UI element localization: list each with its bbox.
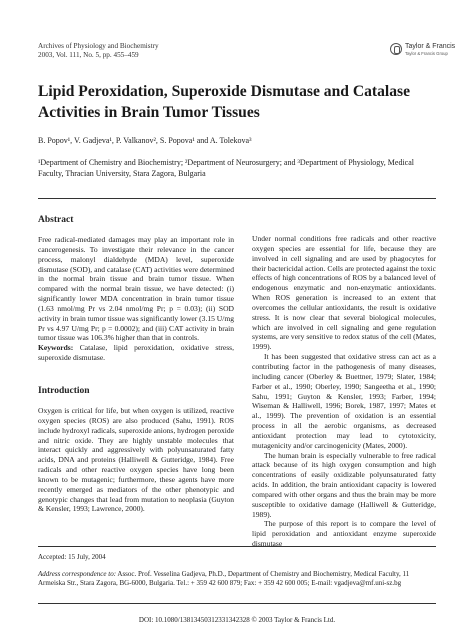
- publisher-group: Taylor & Francis Group: [405, 51, 448, 56]
- correspondence-label: Address correspondence to:: [38, 570, 117, 578]
- accepted-date: Accepted: 15 July, 2004: [38, 553, 106, 561]
- keywords: [38, 343, 234, 363]
- doi-line: DOI: 10.1080/13813450312331342328 © 2003 Taylor & Francis Ltd.: [138, 616, 336, 624]
- publisher-name: Taylor & Francis: [405, 43, 456, 50]
- correspondence-text: Assoc. Prof. Vesselina Gadjeva, Ph.D., Department of Chemistry and Biochemistry, Medical Faculty, 11 Armeiska Str., Stara Zagora, BG-6000, Bulgaria. Tel.: + 359 42 600 879; Fax: + 359 42 600 005; E-mail: vgadjeva@mf.uni-sz.bg: [38, 570, 410, 588]
- keywords-text: Catalase, lipid peroxidation, oxidative stress, superoxide dismutase.: [38, 343, 234, 363]
- journal-volume: 2003, Vol. 111, No. 5, pp. 455–459: [38, 51, 139, 59]
- keywords-label: Keywords:: [38, 343, 74, 353]
- journal-name: Archives of Physiology and Biochemistry: [38, 42, 159, 50]
- doi-divider: [38, 603, 436, 604]
- body-paragraph-2: It has been suggested that oxidative stress can act as a contributing factor in the pathogenesis of many diseases, including cancer (Oberley & Buettner, 1979; Slater, 1984; Farber et al., 1990; Oberley, 1990; Sangeetha et al., 1990; Sahu, 1991; Guyton & Kensler, 1993; Farber, 1994; Wiseman & Halliwell, 1996; Borek, 1987, 1997; Mates et al., 1999). The prevention of oxidation is an essential process in all the aerobic organisms, as decreased antioxidant protection may lead to cytotoxicity, mutagenicity and/or carcinogenicity (Mates, 2000).: [252, 352, 436, 450]
- introduction-paragraph: Oxygen is critical for life, but when oxygen is utilized, reactive oxygen species (ROS) are also produced (Sahu, 1991). ROS include hydroxyl radicals, superoxide anions, hydrogen peroxide and nitric oxide. They are highly unstable molecules that interact quickly and aggressively with polyunsaturated fatty acids, DNA and proteins (Halliwell & Gutteridge, 1984). Free radicals and other reactive oxygen species have long been known to be mutagenic; furthermore, these agents have more recently emerged as mediators of the other phenotypic and genotypic changes that lead from mutation to neoplasia (Guyton & Kensler, 1993; Lawrence, 2000).: [38, 405, 234, 514]
- article-title: Lipid Peroxidation, Superoxide Dismutase and Catalase Activities in Brain Tumor Tissues: [38, 83, 410, 121]
- article-affiliations: ¹Department of Chemistry and Biochemistry; ²Department of Neurosurgery; and ³Department of Physiology, Medical Faculty, Thracian University, Stara Zagora, Bulgaria: [38, 158, 414, 178]
- introduction-heading: Introduction: [38, 385, 90, 396]
- abstract-text: Free radical-mediated damages may play an important role in cancerogenesis. To investigate their relevance in the cancer process, malonyl dialdehyde (MDA) level, superoxide dismutase (SOD), and catalase (CAT) activities were determined in the normal brain tissue and brain tumor tissue. When compared with the normal brain tissue, we have detected: (i) significantly lower MDA concentration in brain tumor tissue (1.63 nmol/mg Pr vs 2.04 nmol/mg Pr; p = 0.03); (ii) SOD activity in brain tumor tissue was significantly lower (3.15 U/mg Pr vs 4.97 U/mg Pr; p = 0.0002); and (iii) CAT activity in brain tumor tissue was 106.3% higher than that in controls.: [38, 235, 234, 343]
- body-paragraph-4: The purpose of this report is to compare the level of lipid peroxidation and antioxidant enzyme superoxide dismutase: [252, 519, 436, 549]
- right-column: [252, 234, 436, 549]
- correspondence: [38, 570, 436, 589]
- body-paragraph-1: Under normal conditions free radicals and other reactive oxygen species are essential for life, because they are involved in cell signaling and are used by phagocytes for their bactericidal action. Cells are protected against the toxic effects of high concentrations of ROS by a balanced level of endogenous enzymatic and non-enzymatic antioxidants. When ROS generation is increased to an extent that overcomes the cellular antioxidants, the result is oxidative stress. It is now clear that several biological molecules, which are involved in cell signaling and gene regulation systems, are very sensitive to redox status of the cell (Mates, 1999).: [252, 234, 436, 352]
- publisher-logo: [390, 43, 455, 56]
- taylor-francis-logo-icon: [390, 43, 402, 55]
- journal-info: [38, 42, 159, 60]
- header-divider: [38, 198, 436, 199]
- footer-divider: [38, 546, 436, 547]
- article-authors: B. Popov¹, V. Gadjeva¹, P. Valkanov², S. Popova¹ and A. Tolekova³: [38, 136, 252, 145]
- body-paragraph-3: The human brain is especially vulnerable to free radical attack because of its high oxygen consumption and high concentrations of easily oxidizable polyunsaturated fatty acids. In addition, the brain antioxidant capacity is lowered compared with other organs and thus the brain may be more susceptible to oxidative damage (Halliwell & Gutteridge, 1989).: [252, 450, 436, 519]
- abstract-heading: Abstract: [38, 215, 74, 225]
- left-column: [38, 214, 234, 514]
